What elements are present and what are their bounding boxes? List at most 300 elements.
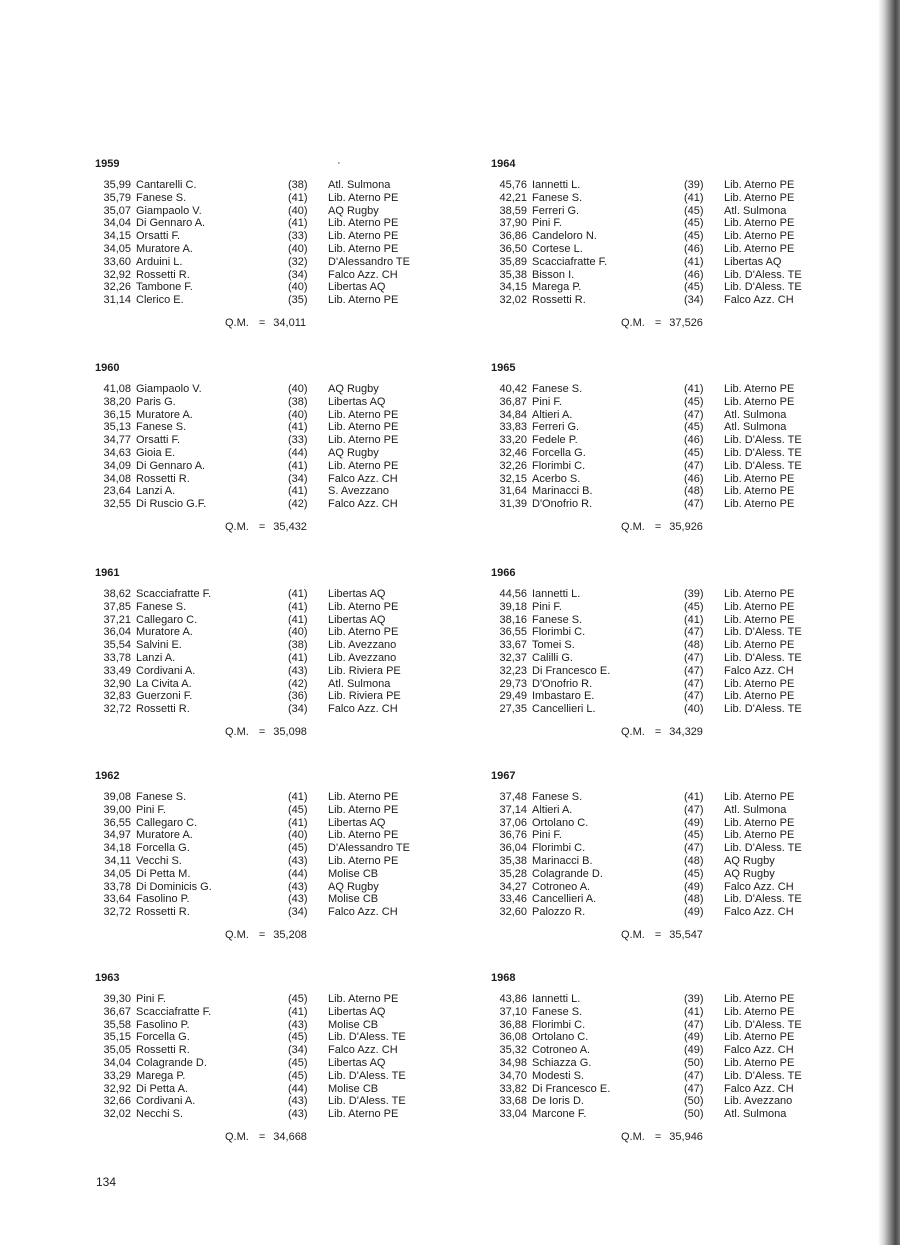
- club-name: AQ Rugby: [328, 880, 379, 893]
- ranking-row: [491, 383, 851, 396]
- club-name: Lib. Aterno PE: [328, 459, 399, 472]
- ranking-row: [491, 817, 851, 830]
- birth-year: (41): [288, 485, 308, 498]
- ranking-list: [491, 383, 851, 511]
- athlete-name: Modesti S.: [532, 1069, 584, 1082]
- club-name: Atl. Sulmona: [724, 1108, 787, 1121]
- birth-year: (40): [288, 281, 308, 294]
- ranking-row: [491, 829, 851, 842]
- club-name: D'Alessandro TE: [328, 255, 410, 268]
- ranking-row: [95, 498, 455, 511]
- birth-year: (45): [684, 600, 704, 613]
- birth-year: (47): [684, 664, 704, 677]
- score-value: 34,77: [103, 434, 131, 447]
- equals-sign: =: [654, 929, 662, 941]
- birth-year: (47): [684, 1069, 704, 1082]
- athlete-name: Di Petta A.: [136, 1082, 188, 1095]
- birth-year: (47): [684, 408, 704, 421]
- ranking-row: [95, 804, 455, 817]
- score-value: 34,04: [103, 1056, 131, 1069]
- average-label: Q.M.: [225, 929, 249, 941]
- year-heading: 1968: [491, 972, 516, 984]
- club-name: Lib. Aterno PE: [724, 217, 795, 230]
- birth-year: (49): [684, 906, 704, 919]
- score-value: 34,05: [103, 867, 131, 880]
- average-line: [621, 929, 703, 942]
- club-name: Lib. Aterno PE: [724, 498, 795, 511]
- score-value: 27,35: [499, 703, 527, 716]
- athlete-name: Muratore A.: [136, 829, 193, 842]
- score-value: 34,04: [103, 217, 131, 230]
- birth-year: (47): [684, 842, 704, 855]
- athlete-name: Scacciafratte F.: [532, 255, 608, 268]
- athlete-name: Florimbi C.: [532, 459, 586, 472]
- birth-year: (45): [288, 1069, 308, 1082]
- ranking-row: [491, 665, 851, 678]
- club-name: Lib. Aterno PE: [724, 600, 795, 613]
- birth-year: (45): [684, 421, 704, 434]
- athlete-name: Rossetti R.: [136, 1044, 190, 1057]
- athlete-name: Salvini E.: [136, 639, 182, 652]
- score-value: 38,62: [103, 588, 131, 600]
- ranking-row: [491, 485, 851, 498]
- ranking-row: [95, 421, 455, 434]
- score-value: 35,28: [499, 867, 527, 880]
- score-value: 37,14: [499, 803, 527, 816]
- birth-year: (33): [288, 434, 308, 447]
- athlete-name: Pini F.: [136, 993, 166, 1005]
- ranking-list: [95, 179, 455, 307]
- score-value: 36,76: [499, 829, 527, 842]
- score-value: 32,72: [103, 906, 131, 919]
- ranking-row: [95, 906, 455, 919]
- athlete-name: Iannetti L.: [532, 993, 581, 1005]
- athlete-name: Altieri A.: [532, 408, 573, 421]
- club-name: Libertas AQ: [328, 281, 386, 294]
- club-name: Molise CB: [328, 893, 379, 906]
- score-value: 34,11: [104, 854, 131, 867]
- average-value: 35,926: [669, 521, 703, 533]
- club-name: Falco Azz. CH: [724, 1044, 794, 1057]
- score-value: 35,79: [103, 191, 131, 204]
- birth-year: (40): [288, 383, 308, 395]
- athlete-name: Rossetti R.: [136, 472, 190, 485]
- club-name: Falco Azz. CH: [328, 498, 398, 511]
- average-line: [621, 317, 703, 330]
- birth-year: (50): [684, 1095, 704, 1108]
- club-name: Falco Azz. CH: [724, 664, 794, 677]
- ranking-row: [95, 485, 455, 498]
- average-value: 34,011: [273, 317, 307, 329]
- athlete-name: Di Dominicis G.: [136, 880, 212, 893]
- club-name: Lib. D'Aless. TE: [724, 842, 802, 855]
- athlete-name: Scacciafratte F.: [136, 1005, 212, 1018]
- club-name: Lib. D'Aless. TE: [328, 1031, 406, 1044]
- year-heading: 1967: [491, 770, 516, 782]
- athlete-name: Pini F.: [136, 803, 166, 816]
- score-value: 33,82: [499, 1082, 527, 1095]
- club-name: Atl. Sulmona: [328, 677, 391, 690]
- birth-year: (38): [288, 639, 308, 652]
- average-label: Q.M.: [621, 929, 645, 941]
- ranking-row: [491, 652, 851, 665]
- birth-year: (45): [684, 829, 704, 842]
- club-name: Lib. Aterno PE: [724, 485, 795, 498]
- club-name: Lib. Aterno PE: [328, 829, 399, 842]
- ranking-list: [95, 791, 455, 919]
- score-value: 32,02: [103, 1108, 131, 1121]
- birth-year: (45): [288, 1031, 308, 1044]
- athlete-name: Fedele P.: [532, 434, 578, 447]
- club-name: Libertas AQ: [328, 395, 386, 408]
- score-value: 37,48: [499, 791, 527, 803]
- ranking-row: [95, 409, 455, 422]
- year-heading: 1966: [491, 567, 516, 579]
- athlete-name: Callegaro C.: [136, 613, 198, 626]
- score-value: 34,27: [499, 880, 527, 893]
- ranking-row: [95, 256, 455, 269]
- birth-year: (41): [684, 791, 704, 803]
- birth-year: (41): [288, 816, 308, 829]
- ranking-list: [95, 588, 455, 716]
- score-value: 35,32: [499, 1044, 527, 1057]
- birth-year: (43): [288, 880, 308, 893]
- score-value: 33,29: [103, 1069, 131, 1082]
- birth-year: (45): [684, 281, 704, 294]
- athlete-name: Muratore A.: [136, 408, 193, 421]
- athlete-name: Florimbi C.: [532, 626, 586, 639]
- club-name: Libertas AQ: [328, 613, 386, 626]
- birth-year: (34): [288, 1044, 308, 1057]
- ranking-row: [491, 690, 851, 703]
- athlete-name: Arduini L.: [136, 255, 183, 268]
- ranking-row: [95, 1070, 455, 1083]
- score-value: 32,46: [499, 446, 527, 459]
- ranking-row: [491, 192, 851, 205]
- average-line: [621, 726, 703, 739]
- birth-year: (48): [684, 639, 704, 652]
- score-value: 40,42: [499, 383, 527, 395]
- birth-year: (45): [684, 867, 704, 880]
- birth-year: (35): [288, 294, 308, 307]
- athlete-name: Lanzi A.: [136, 485, 176, 498]
- birth-year: (50): [684, 1056, 704, 1069]
- birth-year: (46): [684, 472, 704, 485]
- club-name: Lib. Aterno PE: [328, 408, 399, 421]
- athlete-name: Bisson I.: [532, 268, 575, 281]
- ranking-row: [95, 269, 455, 282]
- athlete-name: Muratore A.: [136, 242, 193, 255]
- birth-year: (34): [288, 906, 308, 919]
- birth-year: (48): [684, 854, 704, 867]
- ranking-row: [95, 1095, 455, 1108]
- score-value: 35,05: [103, 1044, 131, 1057]
- birth-year: (41): [684, 383, 704, 395]
- athlete-name: Acerbo S.: [532, 472, 581, 485]
- club-name: S. Avezzano: [328, 485, 389, 498]
- club-name: Lib. Aterno PE: [724, 829, 795, 842]
- ranking-row: [491, 868, 851, 881]
- ranking-row: [95, 690, 455, 703]
- ranking-row: [95, 993, 455, 1006]
- score-value: 23,64: [103, 485, 131, 498]
- athlete-name: Di Gennaro A.: [136, 459, 206, 472]
- club-name: Lib. D'Aless. TE: [328, 1095, 406, 1108]
- club-name: Lib. D'Aless. TE: [724, 626, 802, 639]
- ranking-row: [95, 243, 455, 256]
- athlete-name: Orsatti F.: [136, 434, 181, 447]
- score-value: 37,85: [103, 600, 131, 613]
- average-line: [225, 726, 307, 739]
- athlete-name: Vecchi S.: [136, 854, 182, 867]
- athlete-name: Pini F.: [532, 829, 562, 842]
- ranking-row: [95, 1031, 455, 1044]
- equals-sign: =: [654, 1131, 662, 1143]
- score-value: 41,08: [103, 383, 131, 395]
- ranking-row: [95, 205, 455, 218]
- score-value: 33,49: [103, 664, 131, 677]
- birth-year: (42): [288, 498, 308, 511]
- score-value: 37,90: [499, 217, 527, 230]
- birth-year: (49): [684, 1031, 704, 1044]
- club-name: Lib. Aterno PE: [328, 626, 399, 639]
- birth-year: (45): [684, 230, 704, 243]
- average-value: 34,329: [669, 726, 703, 738]
- club-name: Libertas AQ: [328, 816, 386, 829]
- club-name: Lib. Aterno PE: [328, 230, 399, 243]
- score-value: 33,20: [499, 434, 527, 447]
- club-name: Lib. Aterno PE: [724, 472, 795, 485]
- athlete-name: Imbastaro E.: [532, 690, 595, 703]
- ranking-row: [491, 409, 851, 422]
- average-label: Q.M.: [621, 521, 645, 533]
- athlete-name: Calilli G.: [532, 651, 573, 664]
- birth-year: (41): [684, 613, 704, 626]
- athlete-name: Marcone F.: [532, 1108, 587, 1121]
- ranking-row: [95, 1019, 455, 1032]
- club-name: Atl. Sulmona: [724, 803, 787, 816]
- birth-year: (43): [288, 1108, 308, 1121]
- year-heading: 1961: [95, 567, 120, 579]
- birth-year: (47): [684, 1082, 704, 1095]
- score-value: 31,14: [103, 294, 131, 307]
- athlete-name: Fanese S.: [532, 383, 583, 395]
- club-name: Lib. Aterno PE: [328, 854, 399, 867]
- ranking-list: [491, 588, 851, 716]
- ranking-row: [491, 256, 851, 269]
- score-value: 34,97: [103, 829, 131, 842]
- birth-year: (44): [288, 446, 308, 459]
- ranking-row: [95, 626, 455, 639]
- club-name: Lib. Aterno PE: [328, 217, 399, 230]
- birth-year: (41): [288, 217, 308, 230]
- ranking-row: [95, 588, 455, 601]
- score-value: 36,88: [499, 1018, 527, 1031]
- club-name: Lib. Riviera PE: [328, 664, 401, 677]
- athlete-name: Ortolano C.: [532, 1031, 589, 1044]
- ranking-row: [491, 396, 851, 409]
- club-name: Lib. Riviera PE: [328, 690, 401, 703]
- birth-year: (41): [288, 791, 308, 803]
- athlete-name: Fanese S.: [532, 613, 583, 626]
- birth-year: (41): [684, 191, 704, 204]
- club-name: Lib. Aterno PE: [724, 191, 795, 204]
- club-name: Libertas AQ: [328, 1005, 386, 1018]
- average-value: 35,547: [669, 929, 703, 941]
- ranking-row: [491, 614, 851, 627]
- average-line: [225, 929, 307, 942]
- club-name: Lib. D'Aless. TE: [724, 893, 802, 906]
- athlete-name: Cotroneo A.: [532, 880, 591, 893]
- score-value: 39,00: [103, 803, 131, 816]
- equals-sign: =: [258, 929, 266, 941]
- equals-sign: =: [258, 317, 266, 329]
- score-value: 45,76: [499, 179, 527, 191]
- score-value: 32,02: [499, 294, 527, 307]
- birth-year: (45): [288, 1056, 308, 1069]
- ranking-row: [491, 678, 851, 691]
- score-value: 34,98: [499, 1056, 527, 1069]
- athlete-name: Tomei S.: [532, 639, 575, 652]
- club-name: Lib. Aterno PE: [724, 1056, 795, 1069]
- birth-year: (49): [684, 880, 704, 893]
- club-name: Falco Azz. CH: [328, 703, 398, 716]
- club-name: Lib. D'Aless. TE: [724, 651, 802, 664]
- athlete-name: Lanzi A.: [136, 651, 176, 664]
- ranking-row: [491, 421, 851, 434]
- score-value: 31,39: [499, 498, 527, 511]
- birth-year: (43): [288, 664, 308, 677]
- ranking-row: [491, 588, 851, 601]
- athlete-name: Marinacci B.: [532, 485, 593, 498]
- score-value: 34,05: [103, 242, 131, 255]
- birth-year: (41): [288, 421, 308, 434]
- club-name: Lib. D'Aless. TE: [724, 446, 802, 459]
- ranking-row: [491, 1044, 851, 1057]
- ranking-row: [95, 294, 455, 307]
- club-name: Lib. Aterno PE: [724, 677, 795, 690]
- birth-year: (47): [684, 459, 704, 472]
- birth-year: (45): [288, 993, 308, 1005]
- athlete-name: Cancellieri L.: [532, 703, 596, 716]
- birth-year: (41): [288, 600, 308, 613]
- average-value: 37,526: [669, 317, 703, 329]
- score-value: 35,54: [103, 639, 131, 652]
- athlete-name: Marega P.: [136, 1069, 186, 1082]
- score-value: 34,09: [103, 459, 131, 472]
- athlete-name: Callegaro C.: [136, 816, 198, 829]
- club-name: Falco Azz. CH: [328, 1044, 398, 1057]
- athlete-name: Gioia E.: [136, 446, 176, 459]
- birth-year: (45): [684, 204, 704, 217]
- birth-year: (45): [288, 842, 308, 855]
- ranking-row: [95, 179, 455, 192]
- equals-sign: =: [654, 726, 662, 738]
- birth-year: (46): [684, 242, 704, 255]
- athlete-name: Rossetti R.: [136, 906, 190, 919]
- ranking-row: [491, 1070, 851, 1083]
- average-value: 35,208: [273, 929, 307, 941]
- score-value: 33,68: [499, 1095, 527, 1108]
- birth-year: (41): [288, 588, 308, 600]
- birth-year: (45): [684, 395, 704, 408]
- club-name: Libertas AQ: [724, 255, 782, 268]
- club-name: Lib. D'Aless. TE: [724, 459, 802, 472]
- birth-year: (43): [288, 854, 308, 867]
- ranking-row: [95, 855, 455, 868]
- athlete-name: Rossetti R.: [532, 294, 586, 307]
- ranking-row: [491, 855, 851, 868]
- score-value: 32,37: [499, 651, 527, 664]
- club-name: Falco Azz. CH: [724, 1082, 794, 1095]
- average-line: [225, 317, 306, 330]
- birth-year: (34): [288, 472, 308, 485]
- score-value: 34,70: [499, 1069, 527, 1082]
- ranking-row: [95, 1108, 455, 1121]
- average-label: Q.M.: [621, 1131, 645, 1143]
- ranking-row: [491, 1083, 851, 1096]
- athlete-name: Ferreri G.: [532, 421, 580, 434]
- birth-year: (38): [288, 179, 308, 191]
- ranking-row: [491, 1031, 851, 1044]
- club-name: Falco Azz. CH: [328, 906, 398, 919]
- score-value: 36,87: [499, 395, 527, 408]
- birth-year: (41): [684, 1005, 704, 1018]
- club-name: Lib. Aterno PE: [724, 588, 795, 600]
- athlete-name: Di Ruscio G.F.: [136, 498, 207, 511]
- score-value: 32,15: [499, 472, 527, 485]
- average-value: 35,946: [669, 1131, 703, 1143]
- score-value: 37,21: [103, 613, 131, 626]
- score-value: 38,16: [499, 613, 527, 626]
- score-value: 34,18: [103, 842, 131, 855]
- birth-year: (47): [684, 651, 704, 664]
- athlete-name: Schiazza G.: [532, 1056, 592, 1069]
- birth-year: (32): [288, 255, 308, 268]
- club-name: Libertas AQ: [328, 1056, 386, 1069]
- ranking-row: [491, 626, 851, 639]
- score-value: 34,15: [499, 281, 527, 294]
- average-value: 35,432: [273, 521, 307, 533]
- birth-year: (39): [684, 993, 704, 1005]
- club-name: Lib. D'Aless. TE: [724, 703, 802, 716]
- club-name: Lib. Aterno PE: [724, 993, 795, 1005]
- athlete-name: Scacciafratte F.: [136, 588, 212, 600]
- birth-year: (38): [288, 395, 308, 408]
- athlete-name: Di Francesco E.: [532, 664, 611, 677]
- equals-sign: =: [654, 521, 662, 533]
- athlete-name: Giampaolo V.: [136, 204, 202, 217]
- athlete-name: Fasolino P.: [136, 893, 190, 906]
- birth-year: (47): [684, 1018, 704, 1031]
- average-label: Q.M.: [225, 1131, 249, 1143]
- athlete-name: Forcella G.: [136, 1031, 190, 1044]
- athlete-name: Orsatti F.: [136, 230, 181, 243]
- ranking-row: [95, 881, 455, 894]
- year-heading: 1964: [491, 158, 516, 170]
- year-heading: 1960: [95, 362, 120, 374]
- ranking-row: [95, 639, 455, 652]
- ranking-list: [95, 383, 455, 511]
- average-line: [621, 521, 703, 534]
- club-name: Lib. Aterno PE: [328, 434, 399, 447]
- ranking-row: [95, 447, 455, 460]
- score-value: 33,60: [103, 255, 131, 268]
- ranking-row: [95, 868, 455, 881]
- score-value: 39,08: [103, 791, 131, 803]
- athlete-name: Rossetti R.: [136, 268, 190, 281]
- birth-year: (49): [684, 816, 704, 829]
